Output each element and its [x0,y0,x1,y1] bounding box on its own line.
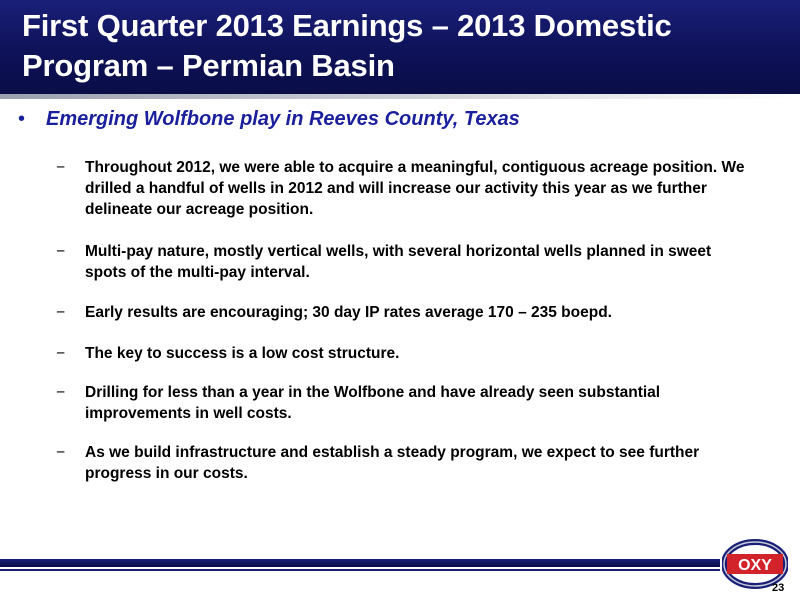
bullet-dot: • [18,108,26,130]
logo-text: OXY [738,557,772,574]
sub-bullet-text: Throughout 2012, we were able to acquire a meaningful, contiguous acreage position. We drilled a handful of wells in 2012 and will increase our activity this year as we further delineate our acreage position. [85,159,745,218]
slide-title: First Quarter 2013 Earnings – 2013 Domestic Program – Permian Basin [22,8,672,83]
footer-band [0,559,720,567]
sub-bullet-2 [56,241,756,283]
title-divider [0,94,800,99]
footer-rule [0,569,720,571]
page-number: 23 [772,582,785,594]
title-bar [0,0,800,94]
dash-marker: − [56,304,66,321]
sub-bullet-3 [56,302,756,323]
sub-bullet-1 [56,157,756,220]
dash-marker: − [56,159,66,176]
dash-marker: − [56,345,66,362]
dash-marker: − [56,243,66,260]
sub-bullet-6 [56,442,756,484]
sub-bullet-text: As we build infrastructure and establish a steady program, we expect to see further progress in our costs. [85,444,700,482]
sub-bullet-text: Multi-pay nature, mostly vertical wells, with several horizontal wells planned in sweet spots of the multi-pay interval. [85,243,712,281]
sub-bullet-4 [56,343,756,364]
dash-marker: − [56,384,66,401]
sub-bullet-5 [56,382,756,424]
main-bullet [18,106,788,132]
sub-bullet-text: Early results are encouraging; 30 day IP rates average 170 – 235 boepd. [85,304,612,321]
dash-marker: − [56,444,66,461]
main-bullet-text: Emerging Wolfbone play in Reeves County, Texas [46,108,520,130]
sub-bullet-text: Drilling for less than a year in the Wolfbone and have already seen substantial improvements in well costs. [85,384,661,422]
sub-bullet-text: The key to success is a low cost structure. [85,345,400,362]
